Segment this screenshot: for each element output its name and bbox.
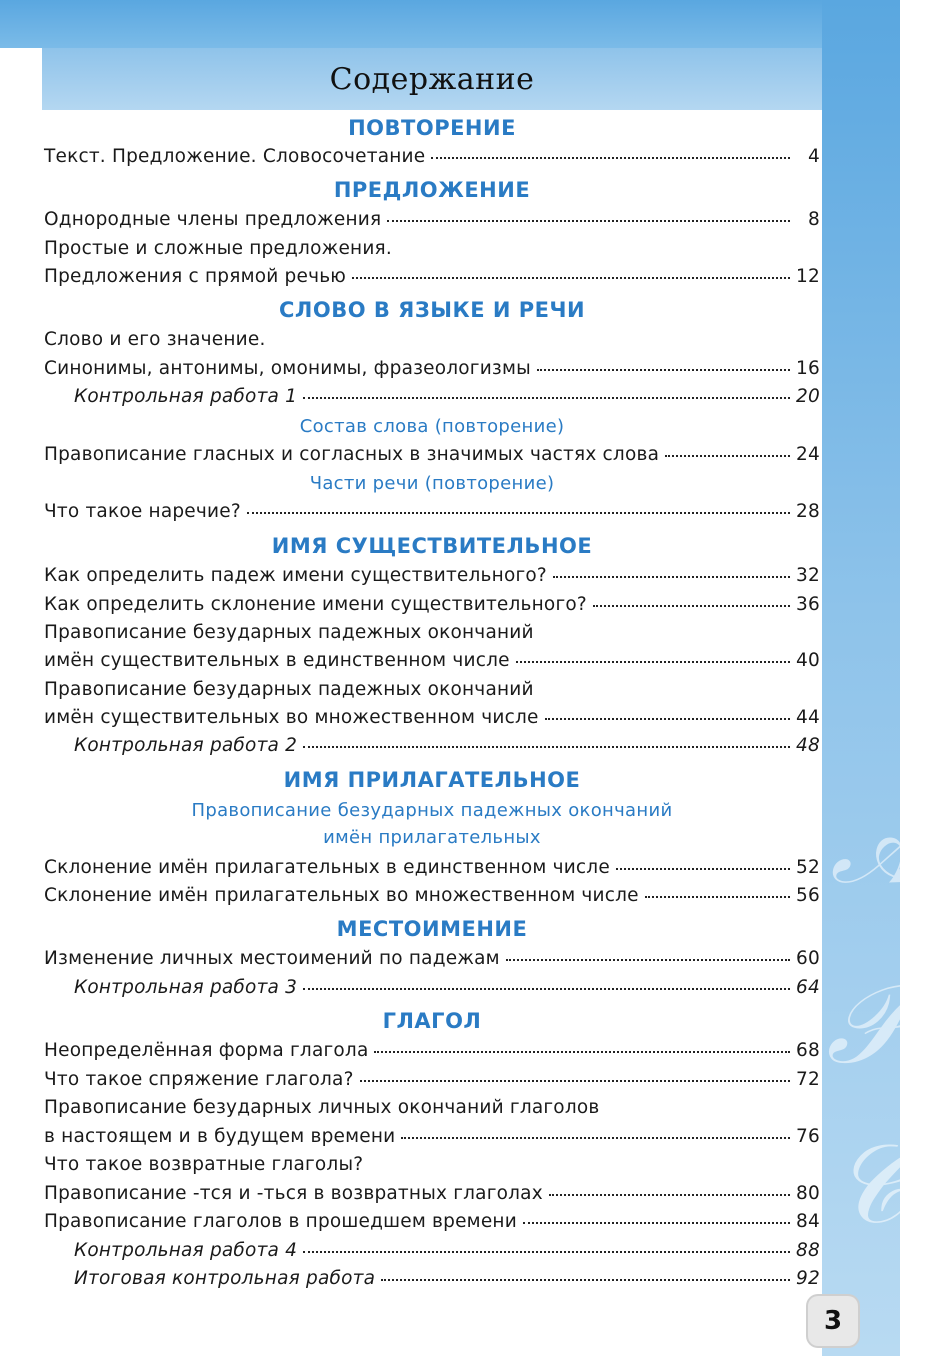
- toc-entry[interactable]: Правописание безударных падежных окончаний: [44, 679, 534, 700]
- toc-entry[interactable]: имён существительных во множественном числе 44: [44, 707, 820, 728]
- section-heading: ИМЯ ПРИЛАГАТЕЛЬНОЕ: [283, 768, 581, 792]
- toc-entry[interactable]: Склонение имён прилагательных в единственном числе 52: [44, 857, 820, 878]
- page-number: 3: [808, 1296, 858, 1346]
- toc-entry[interactable]: Как определить падеж имени существительного? 32: [44, 565, 820, 586]
- subsection-heading: Состав слова (повторение): [299, 416, 565, 437]
- subsection-heading: Правописание безударных падежных окончаний: [191, 800, 673, 821]
- toc-entry[interactable]: Неопределённая форма глагола 68: [44, 1040, 820, 1061]
- toc-entry[interactable]: Слово и его значение.: [44, 329, 266, 350]
- toc-entry[interactable]: Предложения с прямой речью 12: [44, 266, 820, 287]
- toc-entry[interactable]: Правописание -тся и -ться в возвратных глаголах 80: [44, 1183, 820, 1204]
- toc-entry-test[interactable]: Контрольная работа 2 48: [74, 735, 820, 756]
- toc-entry[interactable]: Простые и сложные предложения.: [44, 238, 392, 259]
- calligraphy-decoration: 𝒞: [832, 1120, 913, 1248]
- toc-entry[interactable]: Синонимы, антонимы, омонимы, фразеологизмы 16: [44, 358, 820, 379]
- section-heading: ИМЯ СУЩЕСТВИТЕЛЬНОЕ: [271, 534, 593, 558]
- subsection-heading: имён прилагательных: [323, 827, 541, 848]
- toc-entry[interactable]: Что такое возвратные глаголы?: [44, 1154, 364, 1175]
- toc-entry[interactable]: Правописание гласных и согласных в значимых частях слова 24: [44, 444, 820, 465]
- section-heading: СЛОВО В ЯЗЫКЕ И РЕЧИ: [278, 298, 586, 322]
- section-heading: ПРЕДЛОЖЕНИЕ: [333, 178, 531, 202]
- toc-entry[interactable]: Однородные члены предложения 8: [44, 209, 820, 230]
- calligraphy-decoration: 𝒫: [826, 960, 906, 1088]
- toc-entry[interactable]: Правописание глаголов в прошедшем времени 84: [44, 1211, 820, 1232]
- section-heading: ГЛАГОЛ: [382, 1009, 482, 1033]
- toc-entry[interactable]: Изменение личных местоимений по падежам 60: [44, 948, 820, 969]
- toc-entry[interactable]: Что такое наречие? 28: [44, 501, 820, 522]
- toc-entry-test[interactable]: Контрольная работа 4 88: [74, 1240, 820, 1261]
- toc-entry[interactable]: Правописание безударных личных окончаний глаголов: [44, 1097, 600, 1118]
- toc-entry[interactable]: Текст. Предложение. Словосочетание 4: [44, 146, 820, 167]
- page-title: Содержание: [329, 61, 535, 97]
- subsection-heading: Части речи (повторение): [309, 473, 555, 494]
- toc-entry[interactable]: Склонение имён прилагательных во множественном числе 56: [44, 885, 820, 906]
- toc-entry-test[interactable]: Контрольная работа 1 20: [74, 386, 820, 407]
- section-heading: МЕСТОИМЕНИЕ: [336, 917, 528, 941]
- toc-entry[interactable]: Правописание безударных падежных окончаний: [44, 622, 534, 643]
- section-heading: ПОВТОРЕНИЕ: [348, 116, 516, 140]
- toc-entry-test[interactable]: Итоговая контрольная работа 92: [74, 1268, 820, 1289]
- toc-entry[interactable]: имён существительных в единственном числе 40: [44, 650, 820, 671]
- toc-entry[interactable]: Что такое спряжение глагола? 72: [44, 1069, 820, 1090]
- toc-entry-test[interactable]: Контрольная работа 3 64: [74, 977, 820, 998]
- calligraphy-decoration: 𝒜: [830, 780, 934, 908]
- toc-entry[interactable]: в настоящем и в будущем времени 76: [44, 1126, 820, 1147]
- toc-entry[interactable]: Как определить склонение имени существительного? 36: [44, 594, 820, 615]
